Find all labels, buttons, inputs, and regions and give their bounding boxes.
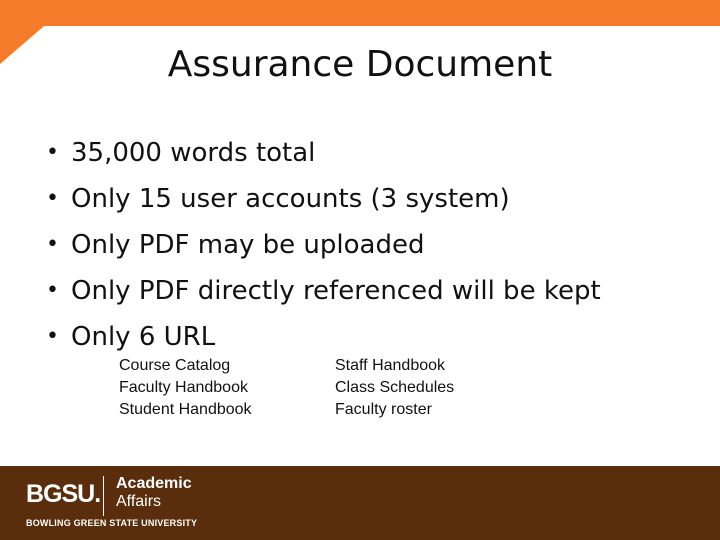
bullet-item: [46, 222, 601, 268]
bullet-text: Only 15 user accounts (3 system): [71, 184, 510, 214]
url-item: Faculty Handbook: [119, 379, 248, 396]
url-item: Faculty roster: [335, 401, 432, 418]
unit-name: [116, 475, 192, 511]
url-item: Course Catalog: [119, 357, 231, 374]
unit-line-1: Academic: [116, 475, 192, 492]
logo-divider: [103, 476, 104, 516]
bgsu-logo: BGSU.: [26, 480, 101, 508]
bullet-dot-icon: •: [46, 324, 59, 349]
footer-bar: [0, 466, 720, 540]
bullet-item: [46, 176, 601, 222]
bullet-item: [46, 268, 601, 314]
bullet-text: Only PDF directly referenced will be kept: [71, 276, 601, 306]
bullet-text: Only 6 URL: [71, 322, 216, 352]
bullet-dot-icon: •: [46, 140, 59, 165]
bullet-dot-icon: •: [46, 186, 59, 211]
bullet-dot-icon: •: [46, 232, 59, 257]
url-list-left: [119, 355, 252, 421]
bullet-item: [46, 130, 601, 176]
university-name: BOWLING GREEN STATE UNIVERSITY: [26, 518, 198, 528]
unit-line-2: Affairs: [116, 493, 162, 510]
url-item: Staff Handbook: [335, 357, 446, 374]
url-item: Student Handbook: [119, 401, 252, 418]
slide-title: Assurance Document: [167, 44, 553, 85]
url-list-right: [335, 355, 454, 421]
bullet-list: [46, 130, 601, 360]
bullet-text: Only PDF may be uploaded: [71, 230, 425, 260]
top-accent-bar: [0, 0, 720, 26]
url-item: Class Schedules: [335, 379, 455, 396]
bullet-item: [46, 314, 601, 360]
bullet-dot-icon: •: [46, 278, 59, 303]
bullet-text: 35,000 words total: [71, 138, 316, 168]
